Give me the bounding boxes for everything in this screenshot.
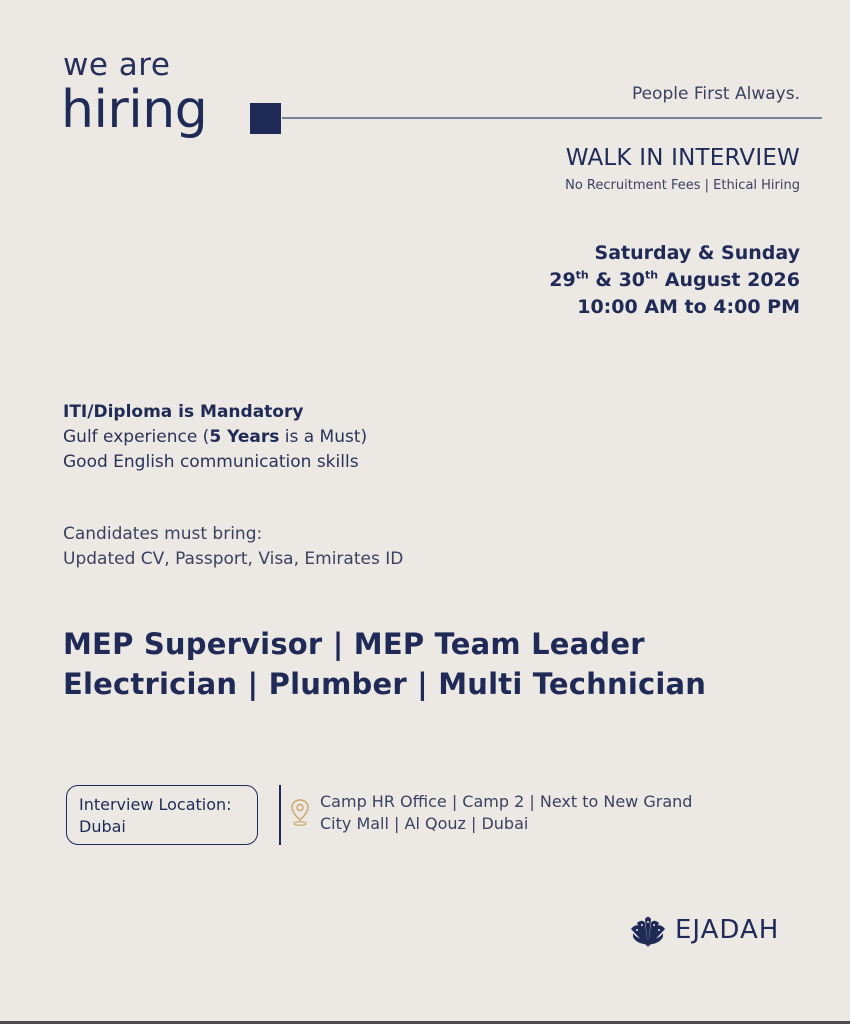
requirement-english: Good English communication skills (63, 452, 359, 472)
address-line-1: Camp HR Office | Camp 2 | Next to New Grand (320, 792, 693, 811)
location-address (320, 791, 692, 835)
roles-line-1: MEP Supervisor | MEP Team Leader (63, 627, 645, 661)
location-label: Interview Location: (79, 795, 232, 814)
date-day1: 29 (549, 269, 576, 291)
walk-in-interview-title: WALK IN INTERVIEW (565, 145, 800, 171)
date-day1-suffix: th (575, 268, 589, 282)
requirements-block (63, 400, 367, 475)
brand-name: EJADAH (675, 915, 780, 945)
accent-square (250, 103, 281, 134)
interview-dates (549, 267, 800, 294)
location-city: Dubai (79, 817, 126, 836)
roles-block (63, 624, 706, 704)
location-divider (279, 785, 281, 845)
interview-schedule (549, 240, 800, 321)
tagline: People First Always. (631, 84, 800, 104)
hiring-heading: hiring (61, 80, 208, 140)
requirement-diploma-bold: Mandatory (200, 402, 304, 422)
interview-location-box (66, 785, 258, 845)
roles-line-2: Electrician | Plumber | Multi Technician (63, 667, 707, 701)
we-are-text: we are (63, 47, 171, 83)
address-line-2: City Mall | Al Qouz | Dubai (320, 814, 529, 833)
requirement-experience-suffix: is a Must) (279, 427, 368, 447)
date-day2: 30 (618, 269, 646, 291)
date-and: & (588, 269, 619, 291)
interview-time: 10:00 AM to 4:00 PM (577, 296, 800, 318)
date-month-year: August 2026 (658, 269, 800, 291)
documents-list: Updated CV, Passport, Visa, Emirates ID (63, 549, 404, 569)
date-day2-suffix: th (645, 268, 659, 282)
location-pin-icon (290, 798, 310, 828)
fees-note: No Recruitment Fees | Ethical Hiring (565, 178, 800, 193)
documents-block (63, 522, 403, 572)
ejadah-logo-icon (628, 911, 668, 951)
interview-days: Saturday & Sunday (594, 242, 800, 264)
requirement-experience-prefix: Gulf experience ( (63, 427, 210, 447)
requirement-experience-bold: 5 Years (209, 427, 280, 447)
header-divider (282, 117, 822, 119)
documents-heading: Candidates must bring: (63, 524, 263, 544)
requirement-diploma (63, 400, 367, 425)
requirement-experience (63, 425, 367, 450)
requirement-diploma-prefix: ITI/Diploma is (63, 402, 201, 422)
